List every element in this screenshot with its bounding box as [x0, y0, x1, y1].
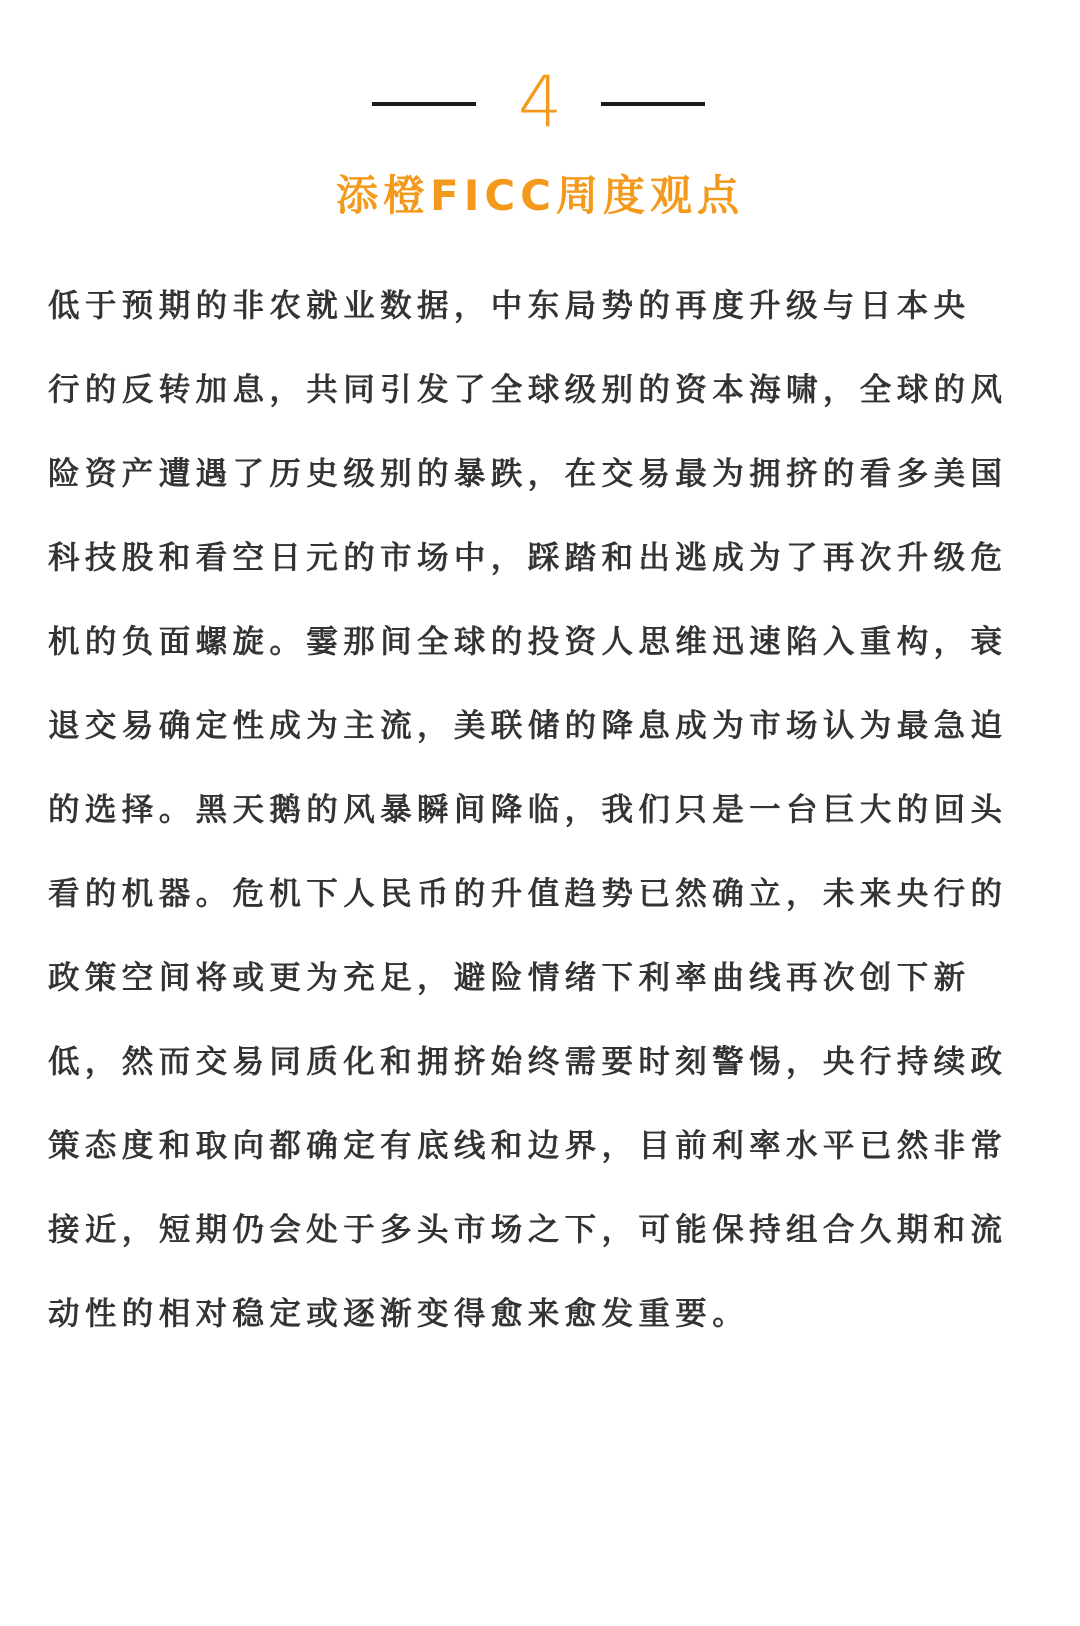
paragraph-line: 退交易确定性成为主流，美联储的降息成为市场认为最急迫 — [48, 708, 1008, 744]
paragraph-line: 的选择。黑天鹅的风暴瞬间降临，我们只是一台巨大的回头 — [48, 792, 1008, 828]
section-number: 4 — [517, 61, 563, 143]
paragraph-line: 政策空间将或更为充足，避险情绪下利率曲线再次创下新 — [48, 960, 971, 996]
paragraph-line: 机的负面螺旋。霎那间全球的投资人思维迅速陷入重构，衰 — [48, 624, 1008, 660]
paragraph-line: 行的反转加息，共同引发了全球级别的资本海啸，全球的风 — [48, 372, 1008, 408]
paragraph-line: 策态度和取向都确定有底线和边界，目前利率水平已然非常 — [48, 1128, 1008, 1164]
paragraph-line: 看的机器。危机下人民币的升值趋势已然确立，未来央行的 — [48, 876, 1008, 912]
paragraph-line: 科技股和看空日元的市场中，踩踏和出逃成为了再次升级危 — [48, 540, 1008, 576]
paragraph-line: 低，然而交易同质化和拥挤始终需要时刻警惕，央行持续政 — [48, 1044, 1008, 1080]
body-paragraph — [48, 282, 1028, 1374]
paragraph-line: 动性的相对稳定或逐渐变得愈来愈发重要。 — [48, 1296, 750, 1332]
paragraph-line: 接近，短期仍会处于多头市场之下，可能保持组合久期和流 — [48, 1212, 1008, 1248]
paragraph-line: 低于预期的非农就业数据，中东局势的再度升级与日本央 — [48, 288, 971, 324]
section-header — [0, 62, 1080, 142]
right-divider-line — [601, 102, 705, 106]
section-title: 添橙FICC周度观点 — [336, 171, 744, 220]
paragraph-line: 险资产遭遇了历史级别的暴跌，在交易最为拥挤的看多美国 — [48, 456, 1008, 492]
